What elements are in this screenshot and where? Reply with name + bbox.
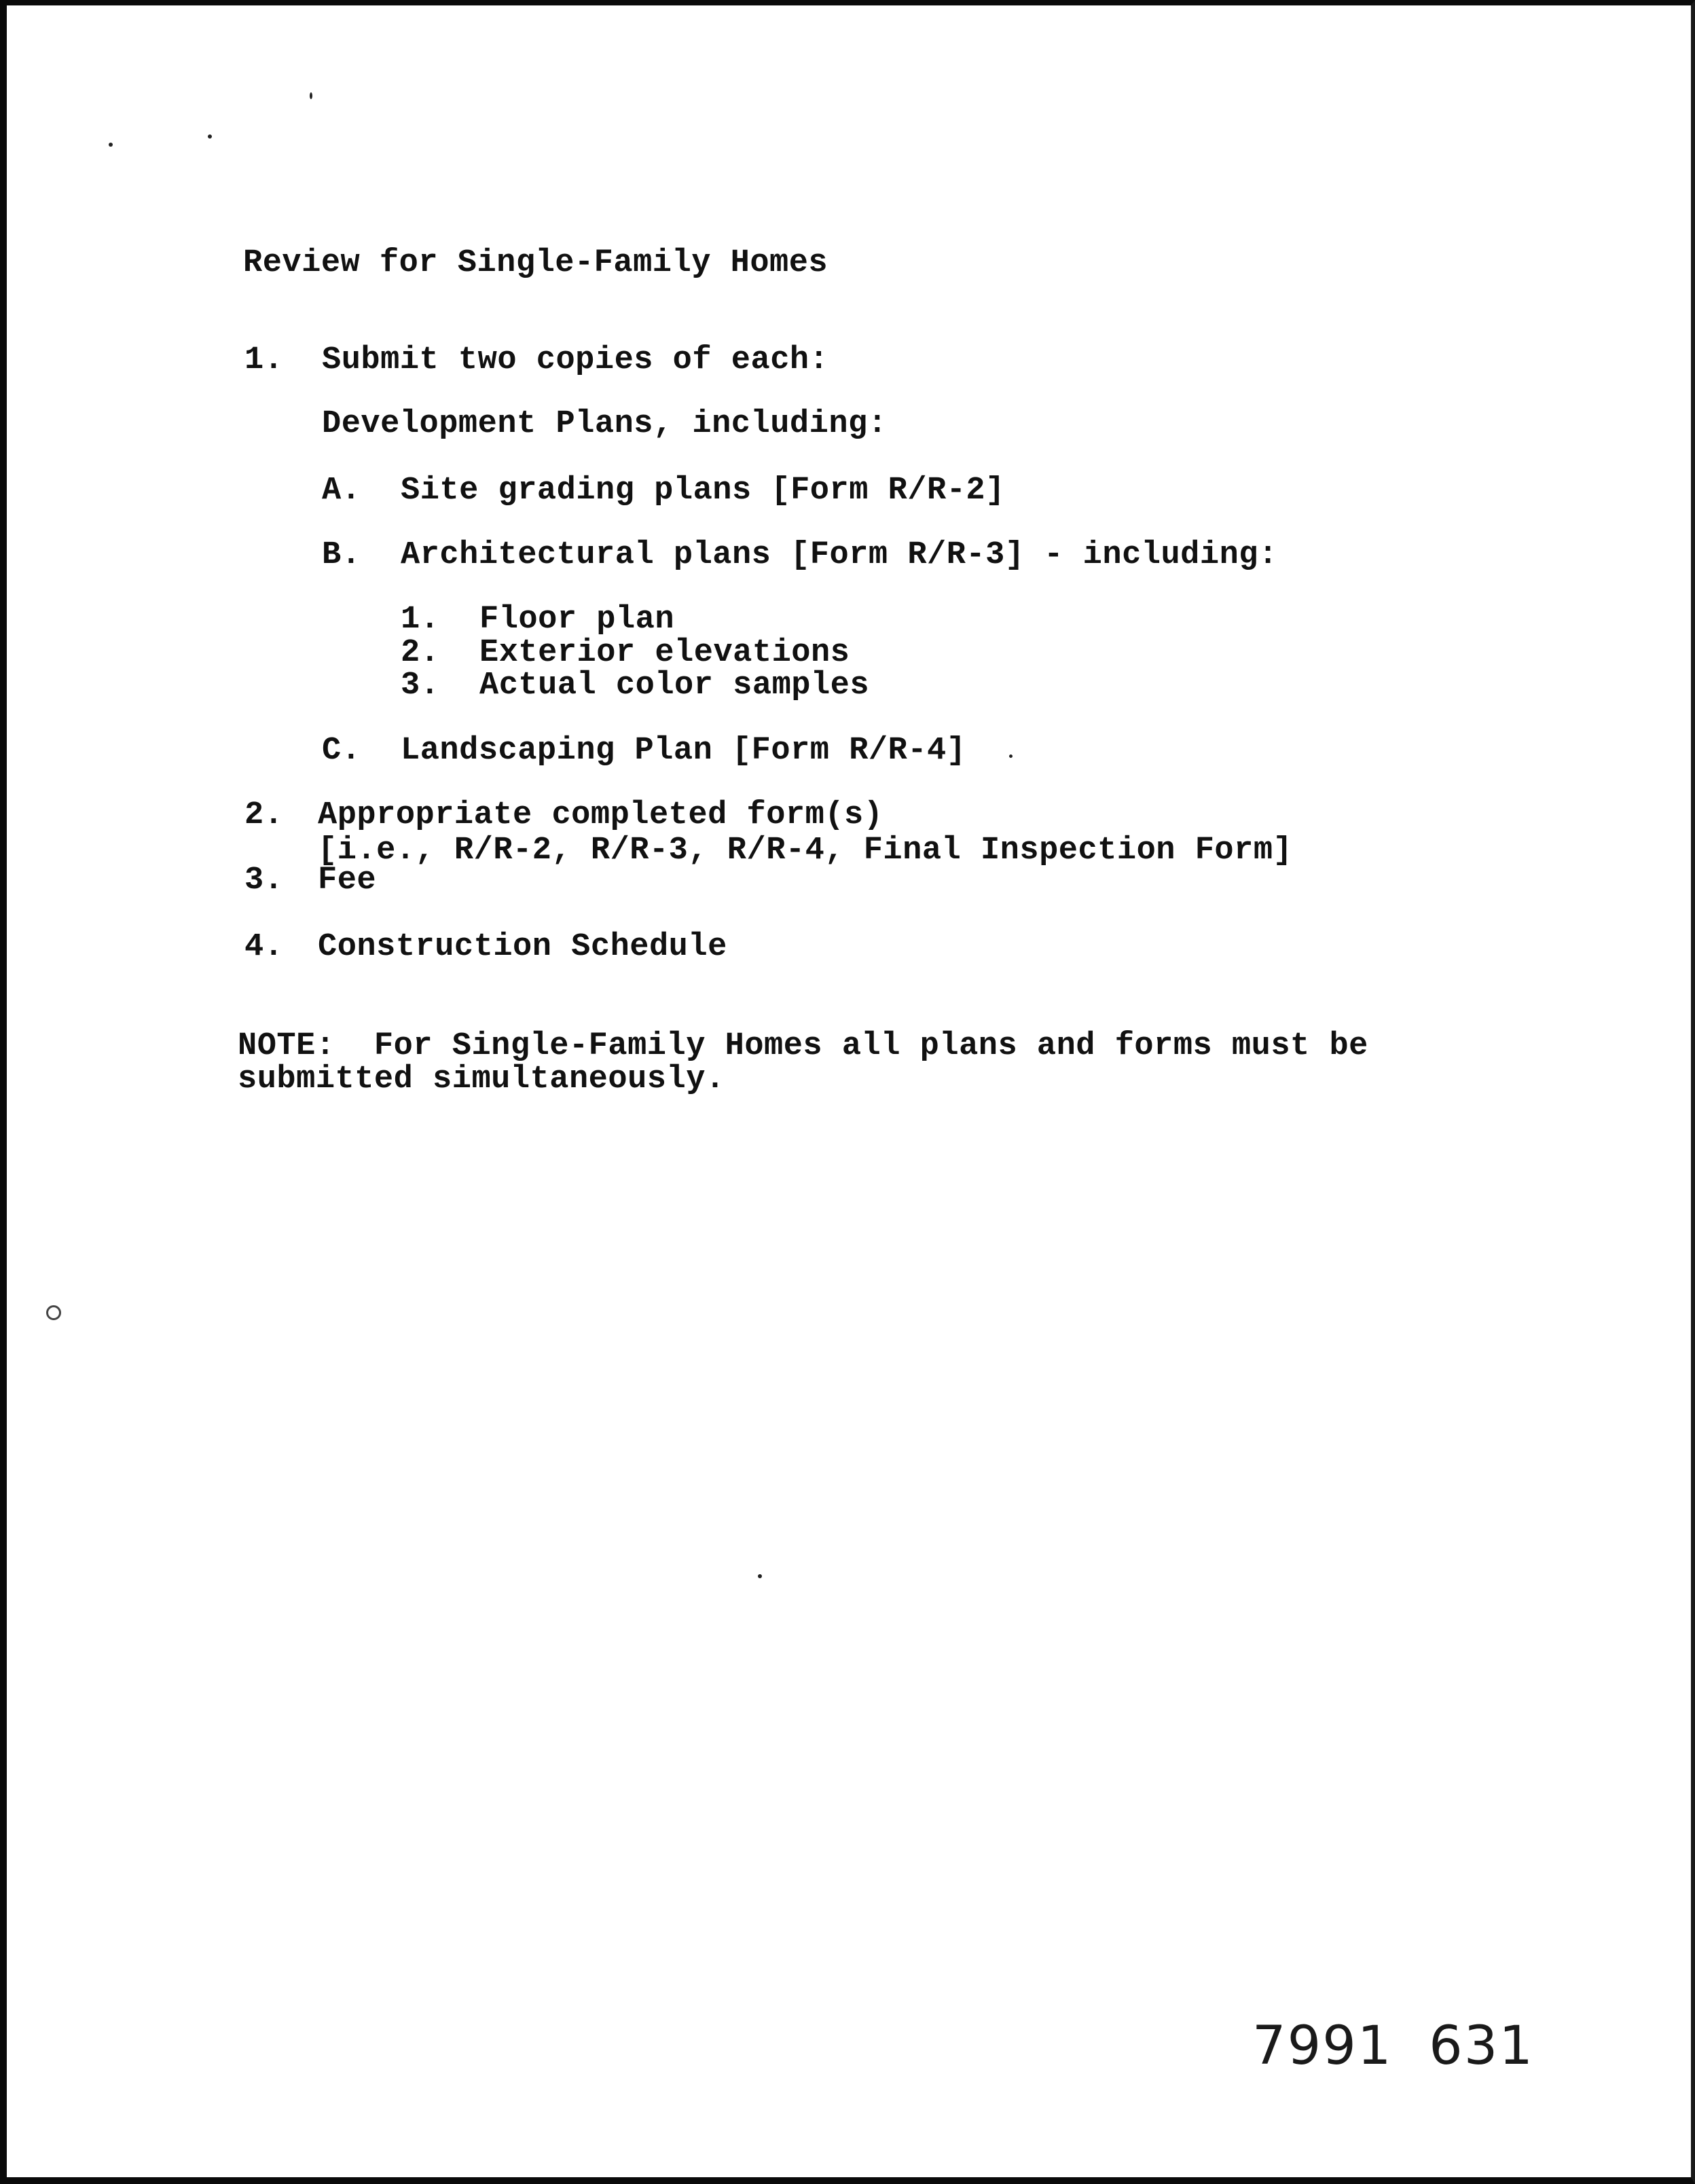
- subitem-a-letter: A.: [322, 473, 361, 509]
- subitem-b-letter: B.: [322, 537, 361, 573]
- document-title: Review for Single-Family Homes: [243, 245, 828, 281]
- subitem-b-text: Architectural plans [Form R/R-3] - including:: [401, 537, 1278, 573]
- b-list-number-2: 2.: [401, 635, 440, 671]
- note-line-1: NOTE: For Single-Family Homes all plans and forms must be: [238, 1028, 1368, 1064]
- b-list-number-3: 3.: [401, 668, 440, 704]
- item-2-number: 2.: [244, 797, 284, 833]
- b-list-text-3: Actual color samples: [479, 668, 870, 704]
- subitem-c-text: Landscaping Plan [Form R/R-4]: [401, 733, 966, 769]
- b-list-text-1: Floor plan: [479, 602, 675, 638]
- scan-speck: [758, 1574, 762, 1578]
- item-2-forms-list: [i.e., R/R-2, R/R-3, R/R-4, Final Inspection Form]: [318, 833, 1293, 869]
- b-list-number-1: 1.: [401, 602, 440, 638]
- item-3-number: 3.: [244, 862, 284, 898]
- note-line-2: submitted simultaneously.: [238, 1061, 725, 1097]
- scan-speck: [1009, 754, 1013, 758]
- development-plans-heading: Development Plans, including:: [322, 406, 888, 442]
- page-code: 7991 631: [1252, 2016, 1534, 2077]
- subitem-c-letter: C.: [322, 733, 361, 769]
- scan-speck: [208, 134, 212, 139]
- scan-speck: [109, 143, 113, 147]
- subitem-a-text: Site grading plans [Form R/R-2]: [401, 473, 1005, 509]
- item-1-text: Submit two copies of each:: [322, 342, 829, 378]
- item-4-number: 4.: [244, 929, 284, 965]
- item-4-text: Construction Schedule: [318, 929, 727, 965]
- item-3-text: Fee: [318, 862, 377, 898]
- scan-speck: [310, 92, 312, 99]
- scan-speck: [46, 1305, 61, 1320]
- item-1-number: 1.: [244, 342, 284, 378]
- item-2-text: Appropriate completed form(s): [318, 797, 883, 833]
- b-list-text-2: Exterior elevations: [479, 635, 850, 671]
